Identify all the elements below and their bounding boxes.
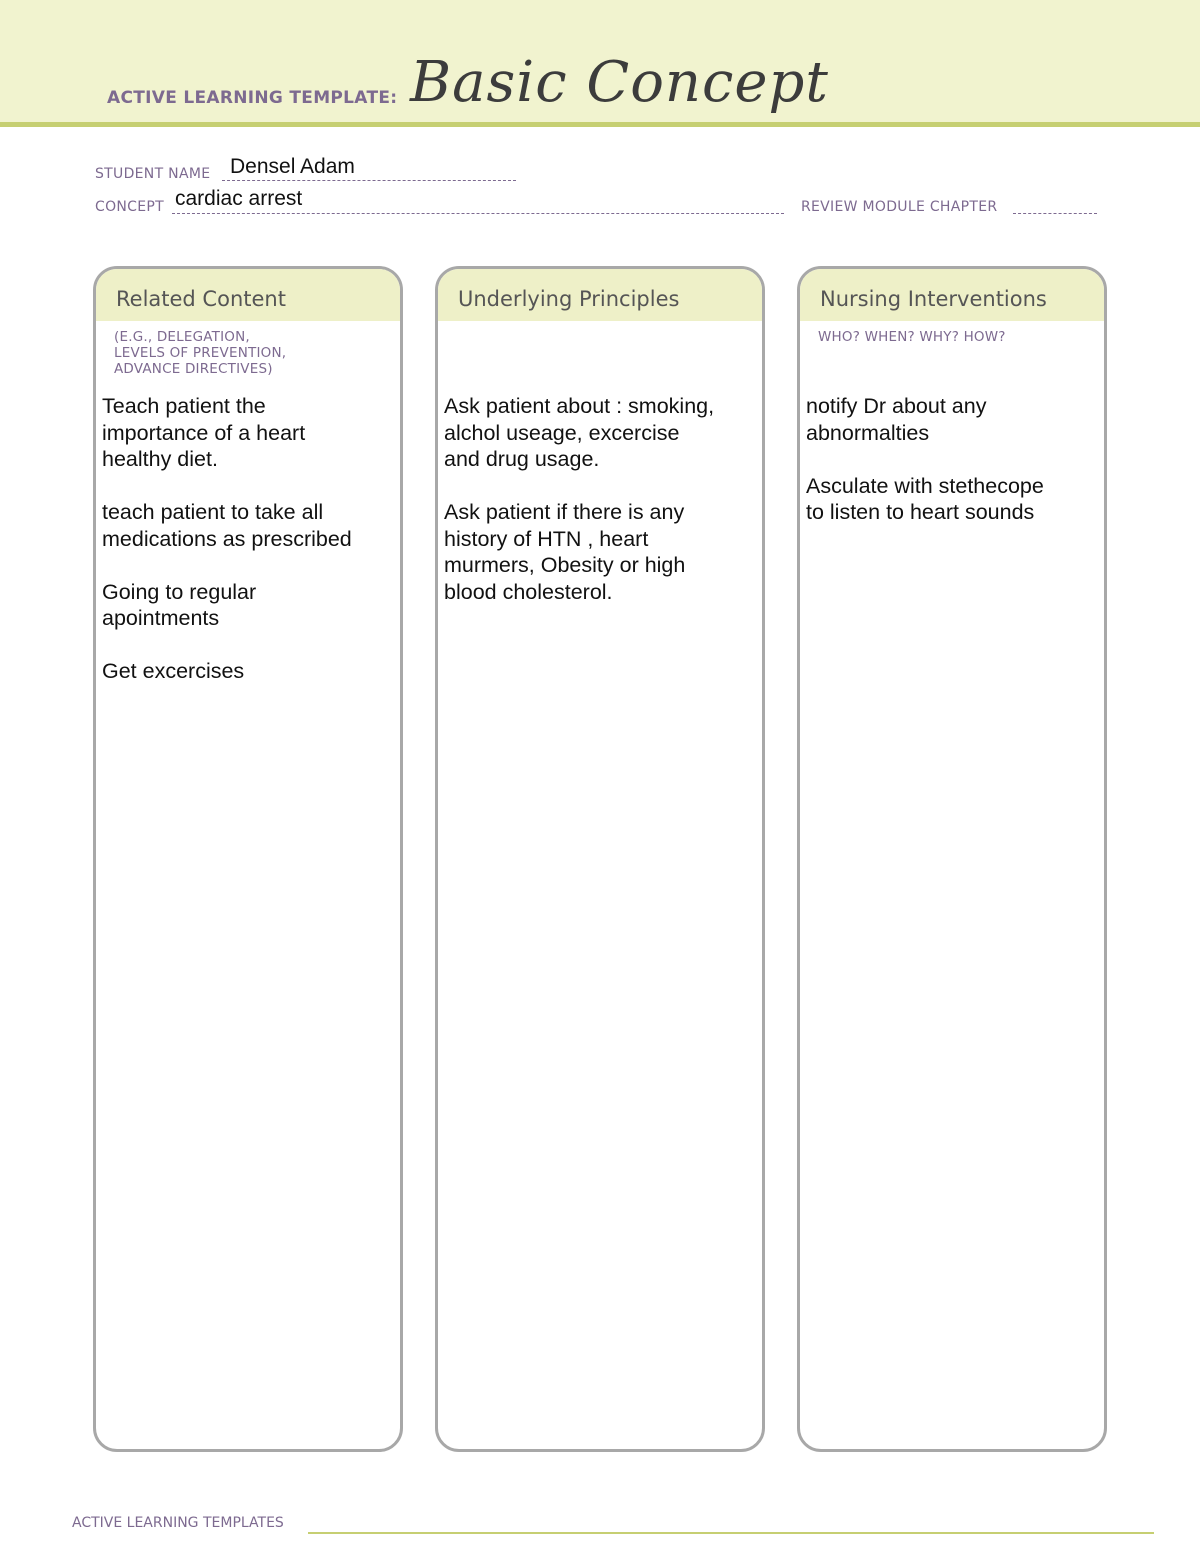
paragraph: Ask patient if there is any history of HTN , heart murmers, Obesity or high blood cholesterol. bbox=[444, 500, 686, 604]
panel-subtitle: WHO? WHEN? WHY? HOW? bbox=[818, 329, 1006, 345]
student-name-field[interactable]: Densel Adam bbox=[230, 155, 355, 178]
underlying-principles-panel bbox=[435, 266, 765, 1452]
panel-subtitle: (E.G., DELEGATION, LEVELS OF PREVENTION, ADVANCE DIRECTIVES) bbox=[114, 329, 287, 377]
paragraph: Get excercises bbox=[102, 659, 245, 683]
template-label: ACTIVE LEARNING TEMPLATE: bbox=[107, 88, 398, 108]
review-module-field[interactable] bbox=[1013, 213, 1097, 214]
review-module-label: REVIEW MODULE CHAPTER bbox=[801, 199, 998, 215]
related-content-panel bbox=[93, 266, 403, 1452]
paragraph: Asculate with stethecope to listen to heart sounds bbox=[806, 473, 1044, 524]
concept-label: CONCEPT bbox=[95, 199, 164, 215]
nursing-interventions-panel bbox=[797, 266, 1107, 1452]
template-title: Basic Concept bbox=[410, 50, 829, 115]
underlying-principles-text[interactable] bbox=[444, 393, 752, 632]
concept-field[interactable]: cardiac arrest bbox=[175, 187, 303, 210]
paragraph: teach patient to take all medications as prescribed bbox=[102, 500, 352, 551]
panel-title: Related Content bbox=[96, 269, 400, 321]
student-name-label: STUDENT NAME bbox=[95, 166, 211, 182]
student-name-line bbox=[222, 180, 516, 181]
paragraph: Ask patient about : smoking, alchol useage, excercise and drug usage. bbox=[444, 394, 715, 471]
footer-divider bbox=[308, 1532, 1154, 1534]
panel-title: Nursing Interventions bbox=[800, 269, 1104, 321]
header-divider bbox=[0, 122, 1200, 127]
panel-title: Underlying Principles bbox=[438, 269, 762, 321]
paragraph: Teach patient the importance of a heart healthy diet. bbox=[102, 394, 306, 471]
nursing-interventions-text[interactable] bbox=[806, 393, 1094, 552]
paragraph: notify Dr about any abnormalties bbox=[806, 394, 987, 445]
footer-label: ACTIVE LEARNING TEMPLATES bbox=[72, 1515, 284, 1531]
related-content-text[interactable] bbox=[102, 393, 390, 711]
concept-line bbox=[172, 213, 784, 214]
paragraph: Going to regular apointments bbox=[102, 579, 257, 630]
